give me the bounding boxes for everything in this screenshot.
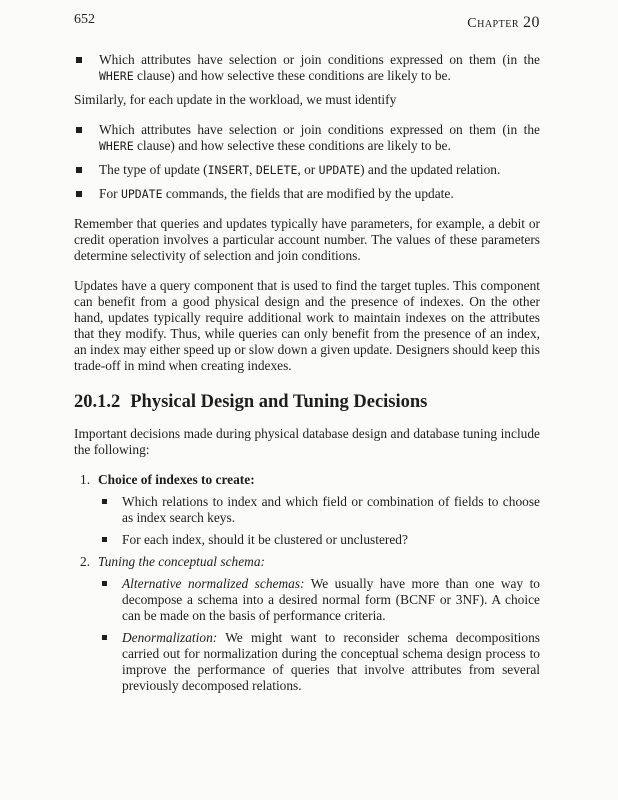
bullet-marker xyxy=(76,57,82,63)
code-keyword: INSERT xyxy=(207,163,250,177)
code-keyword: WHERE xyxy=(99,139,134,153)
code-keyword: UPDATE xyxy=(120,187,163,201)
paragraph: Remember that queries and updates typically have parameters, for example, a debit or credit operation involves a particular account number. The values of these parameters determine selectivity of selection and join conditions. xyxy=(74,216,540,263)
bullet-marker xyxy=(102,537,107,542)
term-emphasis: Alternative normalized schemas: xyxy=(122,576,305,591)
bullet-item: Which attributes have selection or join conditions expressed on them (in the WHERE clause) and how selective these conditions are likely to be. xyxy=(74,52,540,84)
term-emphasis: Denormalization: xyxy=(122,630,218,645)
bullet-marker xyxy=(102,581,107,586)
bullet-item: The type of update (INSERT, DELETE, or UPDATE) and the updated relation. xyxy=(74,162,540,178)
code-keyword: DELETE xyxy=(255,163,298,177)
sub-bullet: Alternative normalized schemas: We usually have more than one way to decompose a schema into a desired normal form (BCNF or 3NF). A choice can be made on the basis of performance criteria. xyxy=(74,576,540,624)
paragraph: Updates have a query component that is used to find the target tuples. This component can benefit from a good physical design and the presence of indexes. On the other hand, updates typically require additional work to maintain indexes on the attributes that they modify. Thus, while queries can only benefit from the presence of an index, an index may either speed up or slow down a given update. Designers should keep this trade-off in mind when creating indexes. xyxy=(74,278,540,373)
sub-bullet: Which relations to index and which field or combination of fields to choose as index search keys. xyxy=(74,494,540,526)
page-header xyxy=(74,12,540,32)
section-title: Physical Design and Tuning Decisions xyxy=(130,392,428,412)
page-body xyxy=(74,52,540,700)
bullet-marker xyxy=(102,499,107,504)
code-keyword: WHERE xyxy=(99,69,134,83)
chapter-label: Chapter xyxy=(467,16,519,31)
paragraph: Important decisions made during physical database design and database tuning include the following: xyxy=(74,426,540,457)
numbered-item xyxy=(74,472,540,488)
chapter-number: 20 xyxy=(523,14,540,31)
item-heading: Tuning the conceptual schema: xyxy=(98,554,265,569)
bullet-marker xyxy=(76,191,82,197)
section-number: 20.1.2 xyxy=(74,392,121,412)
item-number: 1. xyxy=(80,472,91,487)
item-number: 2. xyxy=(80,554,91,569)
bullet-marker xyxy=(76,127,82,133)
sub-bullet: Denormalization: We might want to reconsider schema decompositions carried out for normalization during the conceptual schema design process to improve the performance of queries that involve attributes from several previously decomposed relations. xyxy=(74,630,540,694)
paragraph: Similarly, for each update in the workload, we must identify xyxy=(74,92,397,107)
sub-bullet: For each index, should it be clustered or unclustered? xyxy=(74,532,540,548)
bullet-item: Which attributes have selection or join conditions expressed on them (in the WHERE clause) and how selective these conditions are likely to be. xyxy=(74,122,540,154)
page-number: 652 xyxy=(74,12,95,27)
bullet-marker xyxy=(76,167,82,173)
section-heading xyxy=(74,394,540,410)
numbered-item xyxy=(74,554,540,570)
bullet-marker xyxy=(102,635,107,640)
chapter-heading xyxy=(467,14,540,32)
code-keyword: UPDATE xyxy=(318,163,361,177)
item-heading: Choice of indexes to create: xyxy=(98,472,255,487)
bullet-item: For UPDATE commands, the fields that are modified by the update. xyxy=(74,186,540,202)
